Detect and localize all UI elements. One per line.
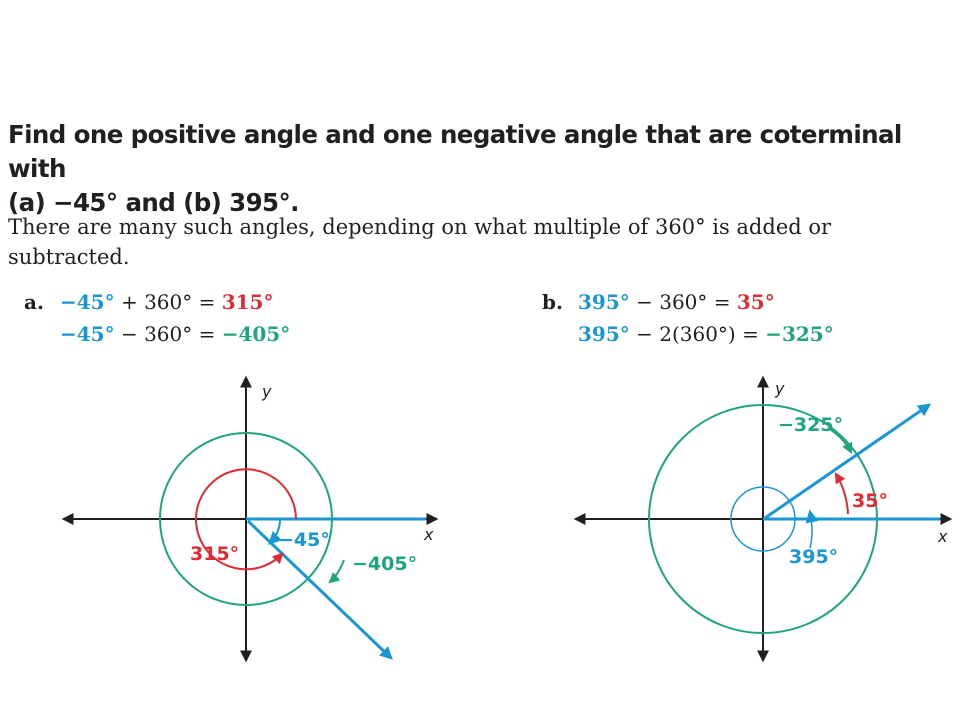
y-label-a: y <box>262 382 272 401</box>
part-b-equation-2 <box>542 318 834 350</box>
heading-line-2: (a) −45° and (b) 395°. <box>8 188 299 217</box>
arrow-minus405 <box>330 560 344 582</box>
arc-35 <box>836 474 848 514</box>
label-minus325: −325° <box>778 414 844 436</box>
intro-line-2: subtracted. <box>8 245 130 269</box>
example-heading <box>8 118 958 220</box>
part-a-equation-2 <box>24 318 290 350</box>
part-a-equation-1 <box>24 286 290 318</box>
label-395: 395° <box>789 546 839 568</box>
label-minus405: −405° <box>352 553 418 575</box>
solution-intro <box>8 212 948 272</box>
diagram-a <box>56 368 446 668</box>
part-b-eq2-result: −325° <box>765 322 834 346</box>
heading-line-1: Find one positive angle and one negative angle that are coterminal with <box>8 120 902 183</box>
intro-line-1: There are many such angles, depending on what multiple of 360° is added or <box>8 215 832 239</box>
part-a-eq1-start: −45° <box>60 290 115 314</box>
part-b-label: b. <box>542 290 563 314</box>
part-b-eq1-result: 35° <box>736 290 775 314</box>
part-b-equation-1 <box>542 286 834 318</box>
label-315: 315° <box>190 543 240 565</box>
part-a-eq2-result: −405° <box>221 322 291 346</box>
part-a-label: a. <box>24 290 44 314</box>
part-b-eq2-mid: − 2(360°) = <box>629 322 766 346</box>
part-a-eq2-start: −45° <box>60 322 115 346</box>
part-a-eq2-mid: − 360° = <box>114 322 222 346</box>
diagram-b <box>566 368 956 668</box>
part-b-eq2-start: 395° <box>578 322 630 346</box>
x-label-b: x <box>938 527 948 546</box>
part-a-equations <box>24 286 290 350</box>
part-b-eq1-start: 395° <box>578 290 630 314</box>
part-a-eq1-mid: + 360° = <box>114 290 222 314</box>
part-b-eq1-mid: − 360° = <box>629 290 737 314</box>
x-label-a: x <box>424 525 434 544</box>
part-b-equations <box>542 286 834 350</box>
part-a-eq1-result: 315° <box>221 290 274 314</box>
arrow-395 <box>810 512 812 548</box>
y-label-b: y <box>775 379 785 398</box>
label-minus45: −45° <box>278 529 330 551</box>
label-35: 35° <box>852 490 888 512</box>
